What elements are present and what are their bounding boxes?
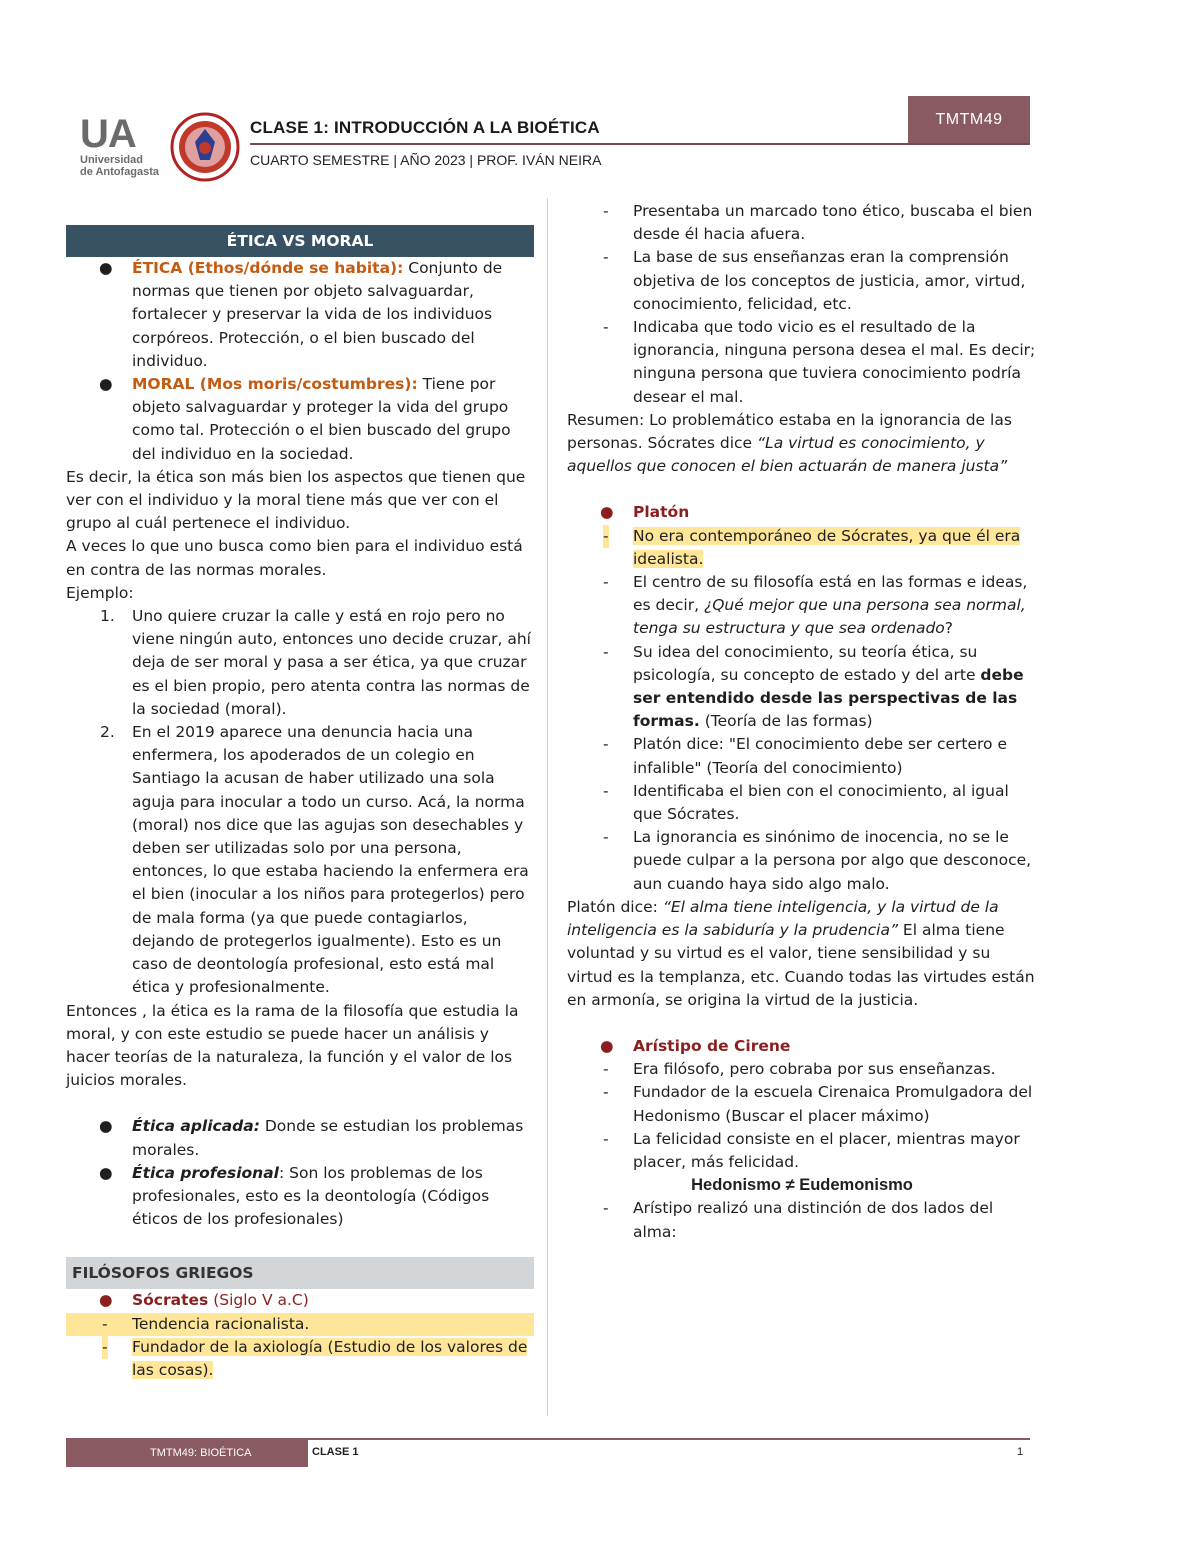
moral-definition: Tiene por objeto salvaguardar y proteger la vida del grupo como tal. Protección o el bien buscado del grupo del individuo en la sociedad. <box>132 375 511 463</box>
dash-marker: - <box>603 573 609 592</box>
number-marker: 1. <box>100 607 115 626</box>
ua-logo <box>80 112 164 178</box>
platon-point-2 <box>567 571 1037 641</box>
example-2-text: En el 2019 aparece una denuncia hacia una enfermera, los apoderados de un colegio en Santiago la acusan de haber utilizado una sola aguja para inocular a todo un curso. Acá, la norma (moral) nos dice que las agujas son desechables y deben ser utilizadas solo por una persona, entonces, lo que estaba haciendo la enfermera era el bien (inocular a los niños para protegerlos) pero de mala forma (ya que puede contagiarlos, dejando de protegerlos igualmente). Esto es un caso de deontología profesional, esto está mal ética y profesionalmente. <box>132 723 529 997</box>
aristipo-point-3-text: La felicidad consiste en el placer, mientras mayor placer, más felicidad. <box>633 1129 1020 1171</box>
title-rule <box>250 143 1030 145</box>
platon-point-3-bold: debe ser entendido desde las perspectivas de las formas. <box>633 665 1024 731</box>
platon-dice-text: El alma tiene voluntad y su virtud es el valor, tiene sensibilidad y su virtud es la templanza, etc. Cuando todas las virtudes están en armonía, se origina la virtud de la justicia. <box>567 921 1035 1009</box>
bullet-etica-aplicada <box>66 1115 534 1161</box>
bullet-etica-profesional <box>66 1162 534 1232</box>
socrates-name: Sócrates <box>132 1291 209 1310</box>
aristipo-point-1-text: Era filósofo, pero cobraba por sus enseñanzas. <box>633 1060 996 1079</box>
spacer <box>567 478 1037 501</box>
socrates-point-4 <box>567 246 1037 316</box>
platon-point-2-end: ? <box>944 619 954 638</box>
socrates-point-2 <box>66 1336 534 1382</box>
dash-marker: - <box>603 525 609 548</box>
paragraph-ejemplo: Ejemplo: <box>66 583 134 602</box>
dash-marker: - <box>603 642 609 661</box>
platon-point-1 <box>567 525 1037 571</box>
paragraph-a-veces: A veces lo que uno busca como bien para el individuo está en contra de las normas morales. <box>66 537 523 579</box>
example-2 <box>66 721 534 999</box>
aristipo-point-2-text: Fundador de la escuela Cirenaica Promulgadora del Hedonismo (Buscar el placer máximo) <box>633 1083 1033 1125</box>
platon-point-2-question: ¿Qué mejor que una persona sea normal, tenga su estructura y que sea ordenado <box>633 596 1026 638</box>
socrates-point-5-text: Indicaba que todo vicio es el resultado de la ignorancia, ninguna persona desea el mal. Es decir; ninguna persona que tuviera conocimiento podría desear el mal. <box>633 318 1036 406</box>
spacer <box>66 1092 534 1115</box>
dash-marker: - <box>603 781 609 800</box>
dash-marker: - <box>102 1336 108 1359</box>
etica-definition: Conjunto de normas que tienen por objeto salvaguardar, fortalecer y preservar la vida de los individuos corpóreos. Protección, o el bien buscado del individuo. <box>132 259 503 370</box>
bullet-marker: ● <box>99 1163 113 1182</box>
aristipo-name: Arístipo de Cirene <box>633 1036 791 1055</box>
bullet-marker: ● <box>99 1291 113 1310</box>
socrates-era: (Siglo V a.C) <box>208 1291 309 1310</box>
platon-point-4 <box>567 733 1037 779</box>
platon-dice-quote: “El alma tiene inteligencia, y la virtud de la inteligencia es la sabiduría y la prudencia” <box>567 897 999 940</box>
aristipo-point-1 <box>567 1058 1037 1081</box>
right-column <box>567 200 1037 1244</box>
dash-marker: - <box>603 1129 609 1148</box>
aristipo-point-4 <box>567 1197 1037 1243</box>
platon-point-1-text: No era contemporáneo de Sócrates, ya que él era idealista. <box>633 526 1021 568</box>
bullet-socrates <box>66 1289 534 1312</box>
example-1 <box>66 605 534 721</box>
platon-point-6-text: La ignorancia es sinónimo de inocencia, no se le puede culpar a la persona por algo que desconoce, aun cuando haya sido algo malo. <box>633 828 1032 893</box>
hedonismo-heading: Hedonismo ≠ Eudemonismo <box>691 1176 913 1195</box>
resumen-paragraph <box>567 409 1037 479</box>
dash-marker: - <box>603 735 609 754</box>
etica-profesional-term: Ética profesional <box>132 1163 279 1182</box>
platon-point-2-text: El centro de su filosofía está en las formas e ideas, es decir, <box>633 573 1028 615</box>
dash-marker: - <box>603 1199 609 1218</box>
socrates-point-3 <box>567 200 1037 246</box>
footer-course: TMTM49: BIOÉTICA <box>66 1440 308 1467</box>
bullet-marker: ● <box>99 375 113 394</box>
course-code-badge: TMTM49 <box>908 96 1030 143</box>
paragraph-entonces: Entonces , la ética es la rama de la filosofía que estudia la moral, y con este estudio se puede hacer un análisis y hacer teorías de la naturaleza, la función y el valor de los juicios morales. <box>66 1001 519 1090</box>
platon-point-3-end: (Teoría de las formas) <box>699 712 873 731</box>
etica-aplicada-definition: Donde se estudian los problemas morales. <box>132 1117 524 1159</box>
logo-city-text: de Antofagasta <box>80 166 160 178</box>
dash-marker: - <box>603 248 609 267</box>
dash-marker: - <box>102 1314 108 1333</box>
etica-term: ÉTICA (Ethos/dónde se habita): <box>132 259 404 277</box>
footer-class: CLASE 1 <box>312 1446 359 1458</box>
aristipo-point-2 <box>567 1081 1037 1127</box>
bullet-platon <box>567 501 1037 524</box>
logo-university-text: Universidad <box>80 154 143 166</box>
aristipo-point-4-text: Arístipo realizó una distinción de dos lados del alma: <box>633 1199 994 1241</box>
bullet-marker: ● <box>600 1036 614 1055</box>
socrates-point-5 <box>567 316 1037 409</box>
logo-ua-letters: UA <box>80 112 136 156</box>
dash-marker: - <box>603 1060 609 1079</box>
bullet-etica <box>66 257 534 373</box>
bullet-marker: ● <box>600 503 614 522</box>
platon-dice-intro: Platón dice: <box>567 897 663 916</box>
moral-term: MORAL (Mos moris/costumbres): <box>132 375 418 394</box>
dash-marker: - <box>603 1083 609 1102</box>
platon-name: Platón <box>633 503 690 522</box>
document-title: CLASE 1: INTRODUCCIÓN A LA BIOÉTICA <box>250 118 600 137</box>
bullet-aristipo <box>567 1035 1037 1058</box>
socrates-point-1-text: Tendencia racionalista. <box>132 1314 310 1333</box>
paragraph-es-decir: Es decir, la ética son más bien los aspectos que tienen que ver con el individuo y la moral tiene más que ver con el grupo al cuál pertenece el individuo. <box>66 467 526 533</box>
platon-point-3-text: Su idea del conocimiento, su teoría ética, su psicología, su concepto de estado y del arte <box>633 642 981 684</box>
socrates-point-3-text: Presentaba un marcado tono ético, buscaba el bien desde él hacia afuera. <box>633 202 1033 244</box>
resumen-text: Resumen: Lo problemático estaba en la ignorancia de las personas. Sócrates dice <box>567 410 1012 453</box>
bullet-moral <box>66 373 534 466</box>
spacer <box>567 1012 1037 1035</box>
etica-aplicada-term: Ética aplicada: <box>132 1117 260 1136</box>
left-column <box>66 200 534 1382</box>
spacer <box>66 1231 534 1257</box>
section-heading-etica-vs-moral: ÉTICA VS MORAL <box>66 225 534 257</box>
platon-point-6 <box>567 826 1037 896</box>
document-subtitle: CUARTO SEMESTRE | AÑO 2023 | PROF. IVÁN NEIRA <box>250 152 602 168</box>
dash-marker: - <box>603 202 609 220</box>
dash-marker: - <box>603 318 609 337</box>
example-1-text: Uno quiere cruzar la calle y está en rojo pero no viene ningún auto, entonces uno decide cruzar, ahí deja de ser moral y pasa a ser ética, ya que cruzar es el bien propio, pero atenta contra las normas de la sociedad (moral). <box>132 607 531 718</box>
resumen-quote: “La virtud es conocimiento, y aquellos que conocen el bien actuarán de manera justa” <box>567 434 1008 476</box>
etica-profesional-definition: : Son los problemas de los profesionales, esto es la deontología (Códigos éticos de los profesionales) <box>132 1163 490 1229</box>
bullet-marker: ● <box>99 259 113 277</box>
socrates-point-4-text: La base de sus enseñanzas eran la comprensión objetiva de los conceptos de justicia, amor, virtud, conocimiento, felicidad, etc. <box>633 248 1026 313</box>
university-seal-icon <box>170 112 240 182</box>
platon-point-5 <box>567 780 1037 826</box>
platon-point-4-text: Platón dice: "El conocimiento debe ser certero e infalible" (Teoría del conocimiento) <box>633 735 1007 777</box>
platon-dice-paragraph <box>567 896 1037 1012</box>
page-number: 1 <box>1017 1446 1024 1458</box>
bullet-marker: ● <box>99 1117 113 1136</box>
socrates-point-1 <box>66 1313 534 1336</box>
platon-point-5-text: Identificaba el bien con el conocimiento, al igual que Sócrates. <box>633 781 1009 824</box>
column-divider <box>547 198 548 1416</box>
section-heading-filosofos-griegos: FILÓSOFOS GRIEGOS <box>66 1257 534 1289</box>
aristipo-point-3 <box>567 1128 1037 1174</box>
dash-marker: - <box>603 828 609 847</box>
number-marker: 2. <box>100 723 115 742</box>
socrates-point-2-text: Fundador de la axiología (Estudio de los valores de las cosas). <box>132 1337 528 1379</box>
platon-point-3 <box>567 641 1037 734</box>
